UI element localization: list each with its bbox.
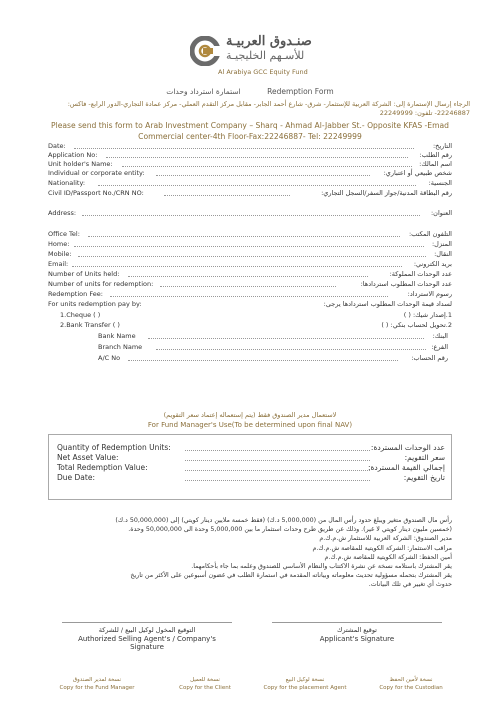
logo-english: Al Arabiya GCC Equity Fund: [218, 68, 308, 76]
field-label-en: Individual or corporate entity:: [48, 169, 145, 177]
field-label-en: Email:: [48, 260, 69, 268]
field-redemption-fee[interactable]: [48, 290, 452, 299]
field-label-en: Address:: [48, 209, 77, 217]
copy-label-arabic: نسخة للعميل: [190, 677, 220, 683]
field-label-en: Home:: [48, 240, 70, 248]
field-label-en: Date:: [48, 142, 66, 150]
fund-logo: [190, 34, 330, 80]
note-line: يقر المشترك باستلامه نسخة عن نشرة الاكتتاب والنظام الأساسي للصندوق وعلمه بما جاء بأحكامهما.: [191, 563, 452, 571]
field-label-en: Number of units for redemption:: [48, 280, 154, 288]
field-line: [160, 286, 336, 287]
note-line: مدير الصندوق: الشركة العربية للاستثمار ش.م.ك.م: [319, 535, 452, 543]
field-label-ar: التلفون المكتب:: [408, 230, 452, 238]
bank-transfer-option-arabic[interactable]: 2.تحويل لحساب بنكي: ( ): [381, 321, 452, 329]
field-label-ar: عدد الوحدات المطلوب استردادها:: [360, 280, 452, 288]
field-label-en: Office Tel:: [48, 230, 80, 238]
field-label-en: Mobile:: [48, 250, 72, 258]
field-label-ar: المنزل:: [431, 240, 452, 248]
field-civil-id[interactable]: [48, 189, 452, 198]
field-nationality[interactable]: [48, 179, 452, 188]
agent-signature-label-arabic: التوقيع المخول لوكيل البيع / للشركة: [98, 626, 196, 634]
field-label-ar: تاريخ التقويم:: [403, 473, 445, 482]
form-title-english: Redemption Form: [267, 87, 334, 96]
field-line: [128, 360, 398, 361]
field-label-en: Application No:: [48, 151, 98, 159]
cheque-option[interactable]: 1.Cheque ( ): [60, 311, 101, 319]
field-label-ar: البنك:: [432, 332, 448, 340]
field-label-ar: الجنسية:: [428, 179, 452, 187]
note-line: رأس مال الصندوق متغير ويبلغ حدود رأس المال من (5,000,000 د.ك) (فقط خمسة ملايين دينار كويتي) إلى (50,000,000 د.ك): [115, 517, 452, 524]
agent-signature-block[interactable]: [62, 622, 232, 651]
field-label-ar: سعر التقويم:: [404, 453, 445, 462]
field-units-held[interactable]: [48, 270, 452, 279]
field-label-en: For units redemption pay by:: [48, 300, 142, 308]
form-title: [0, 87, 500, 96]
fund-manager-title-arabic: لاستعمال مدير الصندوق فقط (يتم إستعماله إعتماد سعر التقويم): [163, 411, 337, 419]
fund-logo-icon: [190, 36, 220, 66]
field-units-for-redemption[interactable]: [48, 280, 452, 289]
copy-label-english: Copy for the Client: [179, 685, 231, 691]
field-label-en: A/C No: [98, 354, 121, 362]
field-line: [74, 148, 414, 149]
note-line: مراقب الاستثمار: الشركة الكويتية للمقاصة ش.م.ك.م: [312, 544, 452, 552]
field-line: [78, 256, 426, 257]
field-unit-holder-name[interactable]: [48, 160, 452, 169]
field-label-en: Total Redemption Value:: [57, 463, 148, 472]
field-label-en: Redemption Fee:: [48, 290, 103, 298]
field-label-ar: لسداد قيمة الوحدات المطلوب استردادها يرجى:: [323, 300, 452, 308]
copy-placement-agent: [250, 677, 360, 691]
field-label-en: Nationality:: [48, 179, 86, 187]
field-line: [72, 266, 402, 267]
field-pay-by: [48, 300, 452, 309]
applicant-signature-label-english: Applicant's Signature: [319, 635, 395, 643]
field-label-ar: شخص طبيعي أو اعتباري:: [383, 169, 452, 177]
field-address[interactable]: [48, 209, 452, 218]
field-label-ar: عدد الوحدات المستردة:: [370, 443, 445, 452]
field-label-ar: الفرع:: [431, 343, 448, 351]
field-label-ar: النقال:: [434, 250, 452, 258]
field-line: [148, 338, 424, 339]
bank-transfer-option[interactable]: 2.Bank Transfer ( ): [60, 321, 120, 329]
address-arabic: الرجاء إرسال الإستمارة إلى: الشركة العربية للإستثمار- شرق- شارع أحمد الجابر- مقابل مركز التقدم العملي- مركز عمادة التجاري-الدور الرابع- فاكس: 22246887- تلفون: 22249999: [67, 100, 470, 117]
note-line: (خمسين مليون دينار كويتي لا غير). وذلك عن طريق طرح وحدات استثمار ما بين 5,000,000 وحدة الى 50,000,000 وحدة.: [128, 526, 452, 534]
applicant-signature-block[interactable]: [272, 622, 442, 643]
field-label-en: Due Date:: [57, 473, 95, 482]
field-label-ar: التاريخ:: [432, 142, 452, 150]
field-label-en: Branch Name: [98, 343, 143, 351]
field-label-ar: اسم المالك:: [419, 160, 452, 168]
field-line: [128, 276, 368, 277]
field-line: [122, 166, 412, 167]
field-line: [110, 296, 388, 297]
terms-notes: [48, 516, 452, 590]
fm-field-total-value[interactable]: [57, 463, 445, 473]
note-line: أمين الحفظ: الشركة الكويتية للمقاصة ش.م.ك.م: [324, 553, 452, 561]
field-line: [185, 460, 370, 461]
logo-arabic-line1: صنـدوق العربيـة: [226, 34, 312, 49]
field-line: [185, 470, 370, 471]
agent-signature-label-english: Authorized Selling Agent's / Company's Signature: [78, 635, 216, 651]
note-line: حدوث أي تغيير في تلك البيانات.: [368, 581, 452, 589]
fund-manager-box: [48, 434, 452, 500]
field-mobile[interactable]: [48, 250, 452, 259]
field-label-ar: العنوان:: [430, 209, 452, 217]
field-line: [74, 246, 424, 247]
field-entity-type[interactable]: [48, 169, 452, 178]
fm-field-nav[interactable]: [57, 453, 445, 463]
field-label-en: Quantity of Redemption Units:: [57, 443, 171, 452]
field-line: [185, 480, 370, 481]
field-label-en: Bank Name: [98, 332, 136, 340]
field-label-en: Unit holder's Name:: [48, 160, 113, 168]
field-bank-name[interactable]: [98, 332, 448, 341]
signature-line: [272, 622, 442, 623]
cheque-option-arabic[interactable]: 1.إصدار شيك: ( ): [403, 311, 452, 319]
field-office-tel[interactable]: [48, 230, 452, 239]
field-date[interactable]: [48, 142, 452, 151]
field-account-no[interactable]: [98, 354, 448, 363]
fund-manager-title-english: For Fund Manager's Use(To be determined upon final NAV): [147, 421, 353, 429]
copy-fund-manager: [42, 677, 152, 691]
fm-field-due-date[interactable]: [57, 473, 445, 483]
field-label-ar: رقم البطاقة المدنية/جواز السفر/السجل التجاري:: [321, 189, 452, 197]
field-application-no[interactable]: [48, 151, 452, 160]
field-line: [185, 450, 370, 451]
note-line: يقر المشترك بتحمله مسؤولية تحديث معلوماته وبياناته المقدمة في استمارة الطلب في غضون أسبوعين على الأكثر من تاريخ: [130, 572, 452, 580]
field-line: [88, 236, 400, 237]
copy-client: [150, 677, 260, 691]
copy-label-english: Copy for the Custodian: [379, 685, 443, 691]
field-line: [82, 215, 420, 216]
copy-custodian: [356, 677, 466, 691]
field-home[interactable]: [48, 240, 452, 249]
field-line: [106, 157, 408, 158]
address-english: Please send this form to Arab Investment Company – Sharq - Ahmad Al-Jabber St.- Opposite KFAS -Emad Commercial center-4th Floor-Fax:22246887- Tel: 22249999: [51, 121, 449, 141]
field-label-en: Number of Units held:: [48, 270, 120, 278]
field-label-ar: رقم الطلب:: [419, 151, 452, 159]
field-line: [98, 185, 416, 186]
field-label-ar: رقم الحساب:: [411, 354, 448, 362]
field-line: [156, 175, 370, 176]
copy-label-english: Copy for the placement Agent: [263, 685, 347, 691]
field-line: [156, 349, 426, 350]
fm-field-quantity[interactable]: [57, 443, 445, 453]
applicant-signature-label-arabic: توقيع المشترك: [336, 626, 377, 634]
field-line: [164, 195, 290, 196]
copy-label-english: Copy for the Fund Manager: [59, 685, 135, 691]
copy-label-arabic: نسخة لوكيل البيع: [285, 677, 325, 683]
signature-line: [62, 622, 232, 623]
field-label-ar: إجمالي القيمة المستردة:: [367, 463, 445, 472]
field-label-en: Net Asset Value:: [57, 453, 119, 462]
form-title-arabic: استمارة استرداد وحدات: [166, 87, 241, 96]
field-email[interactable]: [48, 260, 452, 269]
copy-label-arabic: نسخة لأمين الحفظ: [389, 677, 433, 683]
field-label-ar: بريد الكتروني:: [413, 260, 452, 268]
logo-arabic-line2: للأسـهم الخليجيـة: [226, 49, 305, 62]
copy-label-arabic: نسخة لمدير الصندوق: [72, 677, 122, 683]
field-branch-name[interactable]: [98, 343, 448, 352]
field-label-ar: عدد الوحدات المملوكة:: [389, 270, 452, 278]
field-label-en: Civil ID/Passport No./CRN NO:: [48, 189, 144, 197]
field-label-ar: رسوم الاسترداد:: [407, 290, 452, 298]
